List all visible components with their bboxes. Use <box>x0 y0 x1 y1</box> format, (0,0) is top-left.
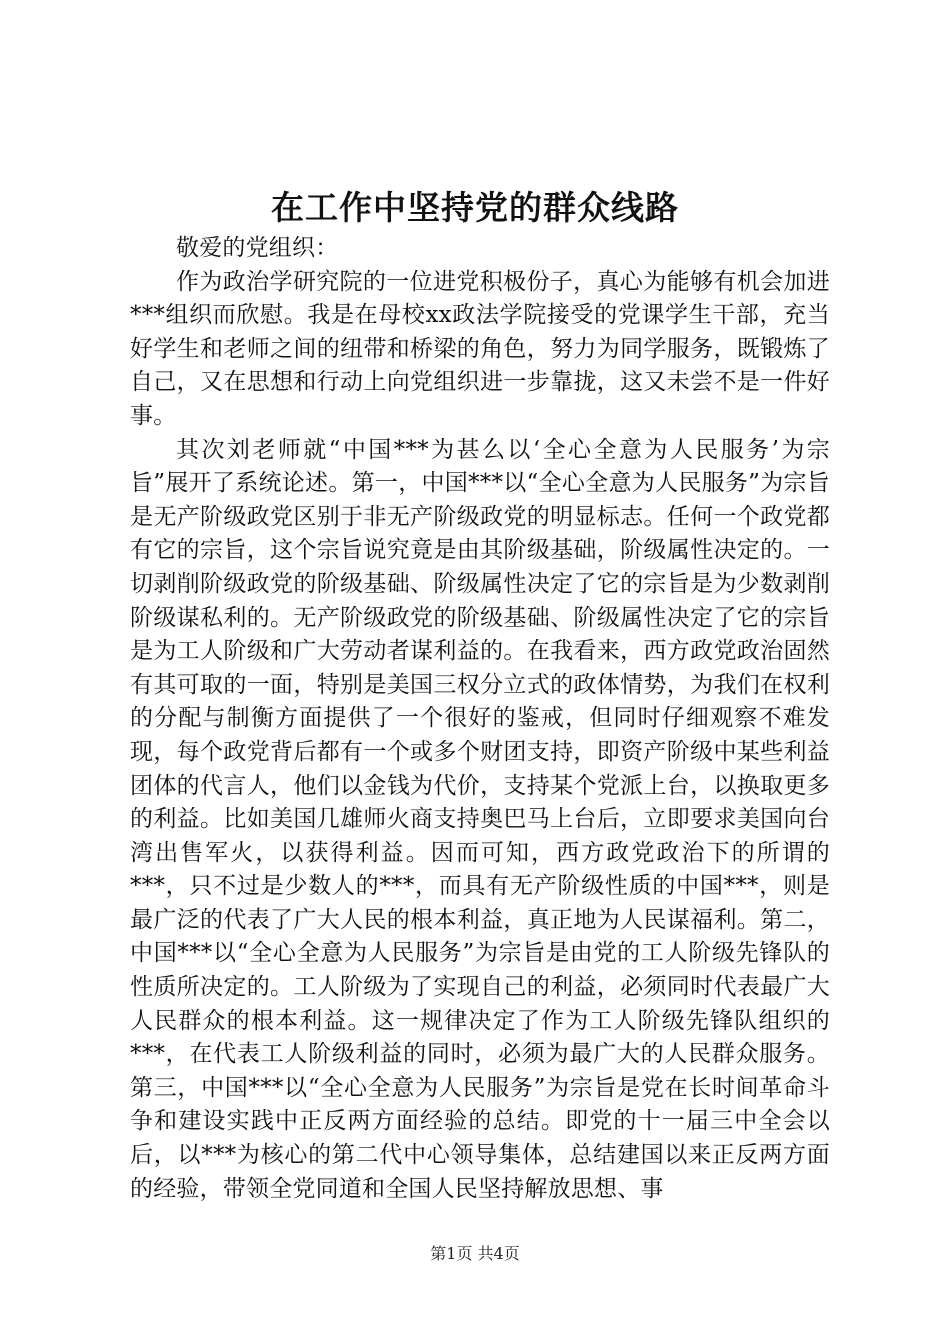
page-indicator: 第1页 共4页 <box>430 1244 520 1263</box>
document-title: 在工作中坚持党的群众线路 <box>271 188 679 227</box>
paragraph-2: 其次刘老师就“中国***为甚么以‘全心全意为人民服务’为宗旨”展开了系统论述。第一，中国***以“全心全意为人民服务”为宗旨是无产阶级政党区别于非无产阶级政党的明显标志。任何一个政党都有它的宗旨，这个宗旨说究竟是由其阶级基础，阶级属性决定的。一切剥削阶级政党的阶级基础、阶级属性决定了它的宗旨是为少数剥削阶级谋私利的。无产阶级政党的阶级基础、阶级属性决定了它的宗旨是为工人阶级和广大劳动者谋利益的。在我看来，西方政党政治固然有其可取的一面，特别是美国三权分立式的政体情势，为我们在权利的分配与制衡方面提供了一个很好的鉴戒，但同时仔细观察不难发现，每个政党背后都有一个或多个财团支持，即资产阶级中某些利益团体的代言人，他们以金钱为代价，支持某个党派上台，以换取更多的利益。比如美国几雄师火商支持奥巴马上台后，立即要求美国向台湾出售军火，以获得利益。因而可知，西方政党政治下的所谓的***，只不过是少数人的***，而具有无产阶级性质的中国***，则是最广泛的代表了广大人民的根本利益，真正地为人民谋福利。第二，中国***以“全心全意为人民服务”为宗旨是由党的工人阶级先锋队的性质所决定的。工人阶级为了实现自己的利益，必须同时代表最广大人民群众的根本利益。这一规律决定了作为工人阶级先锋队组织的***，在代表工人阶级利益的同时，必须为最广大的人民群众服务。第三，中国***以“全心全意为人民服务”为宗旨是党在长时间革命斗争和建设实践中正反两方面经验的总结。即党的十一届三中全会以后，以***为核心的第二代中心领导集体，总结建国以来正反两方面的经验，带领全党同道和全国人民坚持解放思想、事 <box>130 436 830 1202</box>
salutation: 敬爱的党组织： <box>176 235 339 261</box>
page-footer <box>0 1244 950 1264</box>
document-body <box>130 232 830 1206</box>
paragraph-1: 作为政治学研究院的一位进党积极份子，真心为能够有机会加进***组织而欣慰。我是在母校xx政法学院接受的党课学生干部，充当好学生和老师之间的纽带和桥梁的角色，努力为同学服务，既锻炼了自己，又在思想和行动上向党组织进一步靠拢，这又未尝不是一件好事。 <box>130 268 830 429</box>
